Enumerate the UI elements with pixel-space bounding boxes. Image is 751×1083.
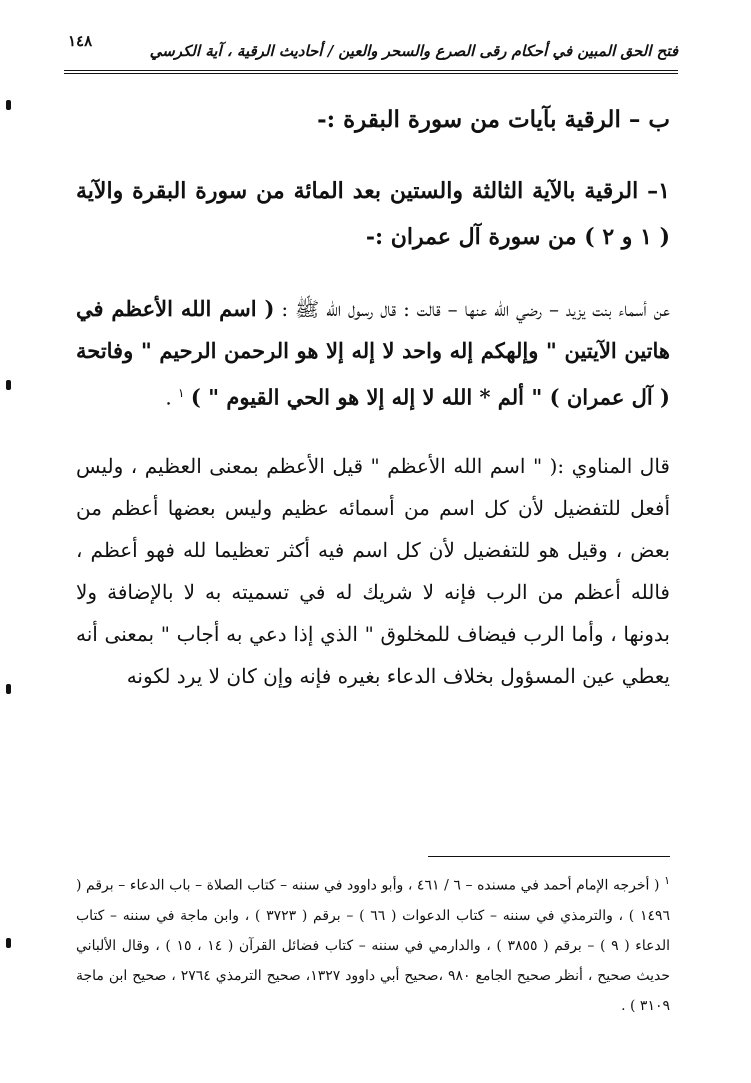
margin-mark <box>6 684 11 694</box>
commentary-paragraph: قال المناوي :( " اسم الله الأعظم " قيل الأعظم بمعنى العظيم ، وليس أفعل للتفضيل لأن كل اسم من أسمائه عظيم وليس بعضها أعظم من بعض ، وقيل هو للتفضيل لأن كل اسم فيه أكثر تعظيما لله فهو أعظم ، فالله أعظم من الرب فإنه لا شريك له في تسميته به لا بالإضافة ولا بدونها ، وأما الرب فيضاف للمخلوق " الذي إذا دعي به أجاب " بمعنى أنه يعطي عين المسؤول بخلاف الدعاء بغيره فإنه وإن كان لا يرد لكونه <box>76 453 670 688</box>
hadith-intro: عن أسماء بنت يزيد – رضي الله عنها – قالت : قال رسول الله ﷺ : <box>281 297 670 321</box>
footnotes <box>76 866 670 1021</box>
subsection-title: ١– الرقية بالآية الثالثة والستين بعد المائة من سورة البقرة والآية ( ١ و ٢ ) من سورة آل عمران :- <box>76 178 670 250</box>
main-content <box>76 100 670 697</box>
paragraph-gap <box>76 419 670 445</box>
page-number: ١٤٨ <box>68 32 93 50</box>
footnote-reference[interactable]: ١ <box>178 386 185 400</box>
footnote-divider <box>428 856 670 857</box>
hadith-paragraph <box>76 288 670 419</box>
section-title: ب – الرقية بآيات من سورة البقرة :- <box>317 106 670 133</box>
hadith-quote: ( اسم الله الأعظم في هاتين الآيتين " وإلهكم إله واحد لا إله إلا هو الرحمن الرحيم " وفاتحة ( آل عمران ) " ألم * الله لا إله إلا هو الحي القيوم " ) <box>76 296 670 410</box>
margin-mark <box>6 938 11 948</box>
running-title: فتح الحق المبين في أحكام رقى الصرع والسحر والعين / أحاديث الرقية ، آية الكرسي <box>149 42 678 60</box>
hadith-end: . <box>165 385 179 410</box>
footnote-text: ( أخرجه الإمام أحمد في مسنده – ٦ / ٤٦١ ، وأبو داوود في سننه – كتاب الصلاة – باب الدعاء – برقم ( ١٤٩٦ ) ، والترمذي في سننه – كتاب الدعوات ( ٦٦ ) – برقم ( ٣٧٢٣ ) ، وابن ماجة في سننه – كتاب الدعاء ( ٩ ) – برقم ( ٣٨٥٥ ) ، والدارمي في سننه – كتاب فضائل القرآن ( ١٤ ، ١٥ ) ، وقال الألباني حديث صحيح ، أنظر صحيح الجامع ٩٨٠ ،صحيح أبي داوود ١٣٢٧، صحيح الترمذي ٢٧٦٤ ، صحيح ابن ماجة ٣١٠٩ ) . <box>76 877 671 1014</box>
margin-mark <box>6 380 11 390</box>
margin-mark <box>6 100 11 110</box>
footnote-number: ١ <box>664 874 670 887</box>
page-header <box>64 30 678 76</box>
header-rule <box>64 70 678 74</box>
